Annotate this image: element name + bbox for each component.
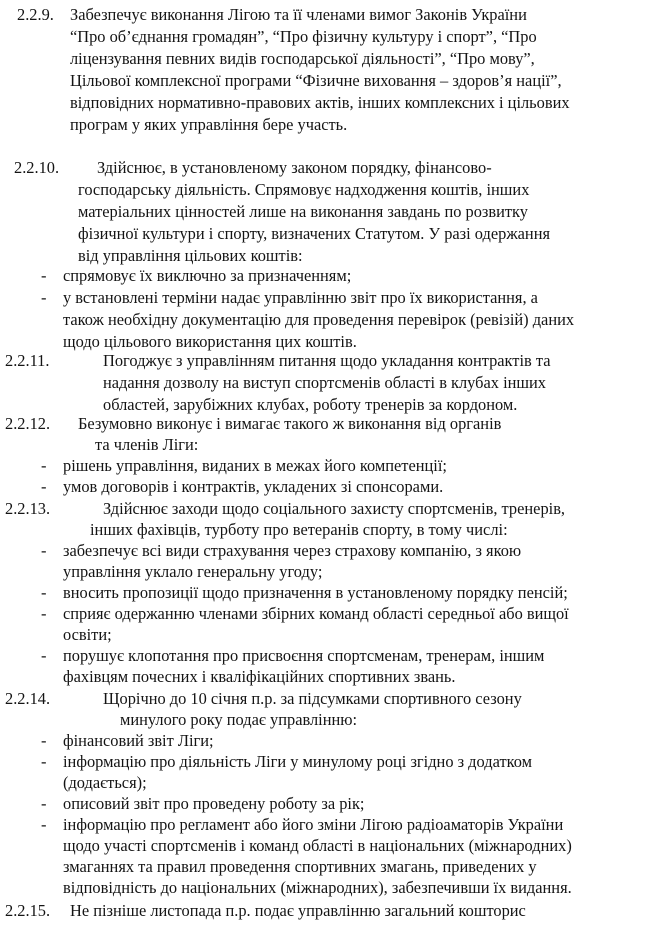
bullet-dash: - bbox=[41, 815, 47, 834]
section-text-line: Щорічно до 10 січня п.р. за підсумками спортивного сезону bbox=[103, 689, 522, 708]
section-text-line: Здійснює заходи щодо соціального захисту спортсменів, тренерів, bbox=[103, 499, 566, 518]
bullet-text-line: відповідність до національних (міжнародних), забезпечивши їх видання. bbox=[63, 878, 572, 897]
section-text-line: та членів Ліги: bbox=[95, 435, 199, 454]
bullet-text-line: також необхідну документацію для проведення перевірок (ревізій) даних bbox=[63, 310, 575, 329]
bullet-dash: - bbox=[41, 794, 47, 813]
section-text-line: ліцензування певних видів господарської діяльності”, “Про мову”, bbox=[70, 49, 535, 68]
section-number: 2.2.14. bbox=[5, 689, 51, 708]
bullet-text-line: фінансовий звіт Ліги; bbox=[63, 731, 214, 750]
bullet-text-line: спрямовує їх виключно за призначенням; bbox=[63, 266, 352, 285]
bullet-text-line: щодо участі спортсменів і команд області в національних (міжнародних) bbox=[63, 836, 572, 855]
section-number: 2.2.9. bbox=[17, 5, 54, 24]
section-text-line: фізичної культури і спорту, визначених Статутом. У разі одержання bbox=[78, 224, 551, 243]
bullet-text-line: порушує клопотання про присвоєння спортсменам, тренерам, іншим bbox=[63, 646, 545, 665]
bullet-dash: - bbox=[41, 731, 47, 750]
section-text-line: областей, зарубіжних клубах, роботу тренерів за кордоном. bbox=[103, 395, 518, 414]
bullet-text-line: (додається); bbox=[63, 773, 147, 792]
bullet-text-line: інформацію про діяльність Ліги у минулому році згідно з додатком bbox=[63, 752, 532, 771]
section-text-line: відповідних нормативно-правових актів, інших комплексних і цільових bbox=[70, 93, 570, 112]
bullet-text-line: освіти; bbox=[63, 625, 112, 644]
section-number: 2.2.15. bbox=[5, 901, 51, 920]
bullet-text-line: щодо цільового використання цих коштів. bbox=[63, 332, 357, 351]
section-text-line: “Про об’єднання громадян”, “Про фізичну культуру і спорт”, “Про bbox=[70, 27, 537, 46]
bullet-text-line: у встановлені терміни надає управлінню звіт про їх використання, а bbox=[63, 288, 538, 307]
section-text-line: Не пізніше листопада п.р. подає управлінню загальний кошторис bbox=[70, 901, 526, 920]
section-text-line: надання дозволу на виступ спортсменів області в клубах інших bbox=[103, 373, 546, 392]
bullet-text-line: описовий звіт про проведену роботу за рік; bbox=[63, 794, 365, 813]
section-text-line: Безумовно виконує і вимагає такого ж виконання від органів bbox=[78, 414, 502, 433]
bullet-text-line: змаганнях та правил проведення спортивних змагань, приведених у bbox=[63, 857, 537, 876]
bullet-dash: - bbox=[41, 646, 47, 665]
bullet-dash: - bbox=[41, 604, 47, 623]
section-text-line: минулого року подає управлінню: bbox=[120, 710, 358, 729]
section-text-line: матеріальних цінностей лише на виконання завдань по розвитку bbox=[78, 202, 528, 221]
bullet-dash: - bbox=[41, 288, 47, 307]
section-text-line: господарську діяльність. Спрямовує надходження коштів, інших bbox=[78, 180, 530, 199]
section-number: 2.2.12. bbox=[5, 414, 51, 433]
section-number: 2.2.11. bbox=[5, 351, 50, 370]
bullet-text-line: рішень управління, виданих в межах його компетенції; bbox=[63, 456, 447, 475]
section-text-line: Цільової комплексної програми “Фізичне виховання – здоров’я нації”, bbox=[70, 71, 562, 90]
bullet-dash: - bbox=[41, 752, 47, 771]
bullet-dash: - bbox=[41, 583, 47, 602]
bullet-dash: - bbox=[41, 456, 47, 475]
section-text-line: Забезпечує виконання Лігою та її членами вимог Законів України bbox=[70, 5, 527, 24]
bullet-text-line: забезпечує всі види страхування через страхову компанію, з якою bbox=[63, 541, 522, 560]
bullet-text-line: фахівцям почесних і кваліфікаційних спортивних звань. bbox=[63, 667, 456, 686]
bullet-dash: - bbox=[41, 477, 47, 496]
section-number: 2.2.10. bbox=[14, 158, 60, 177]
bullet-text-line: сприяє одержанню членами збірних команд області середньої або вищої bbox=[63, 604, 569, 623]
section-text-line: програм у яких управління бере участь. bbox=[70, 115, 348, 134]
section-text-line: інших фахівців, турботу про ветеранів спорту, в тому числі: bbox=[90, 520, 508, 539]
section-text-line: Погоджує з управлінням питання щодо укладання контрактів та bbox=[103, 351, 551, 370]
bullet-text-line: управління уклало генеральну угоду; bbox=[63, 562, 323, 581]
bullet-text-line: вносить пропозиції щодо призначення в установленому порядку пенсій; bbox=[63, 583, 568, 602]
bullet-text-line: умов договорів і контрактів, укладених зі спонсорами. bbox=[63, 477, 444, 496]
section-number: 2.2.13. bbox=[5, 499, 51, 518]
section-text-line: від управління цільових коштів: bbox=[78, 246, 303, 265]
section-text-line: Здійснює, в установленому законом порядку, фінансово- bbox=[97, 158, 492, 177]
bullet-dash: - bbox=[41, 541, 47, 560]
bullet-text-line: інформацію про регламент або його зміни Лігою радіоаматорів України bbox=[63, 815, 564, 834]
bullet-dash: - bbox=[41, 266, 47, 285]
